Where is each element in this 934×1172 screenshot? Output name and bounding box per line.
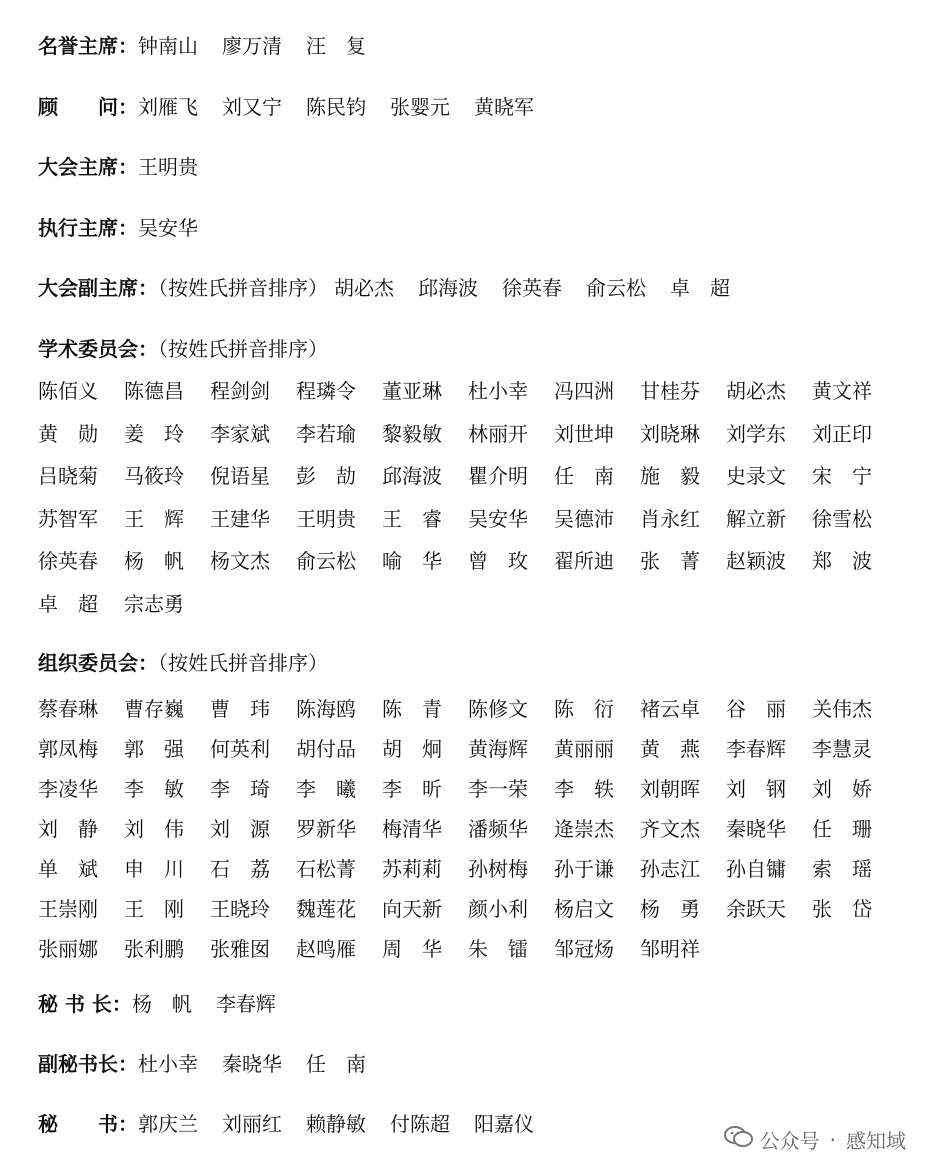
member-name: 董亚琳: [382, 379, 442, 403]
member-name: 申 川: [124, 857, 184, 881]
advisors-row: [38, 92, 914, 122]
member-name: 徐雪松: [812, 506, 872, 531]
person-name: 李春辉: [215, 992, 276, 1016]
member-name: 刘朝晖: [640, 777, 700, 801]
deputy-secretary-row: [38, 1049, 914, 1079]
member-name: 肖永红: [640, 506, 700, 531]
member-name: 刘 钢: [726, 777, 786, 801]
person-name: 陈民钧: [306, 95, 366, 119]
member-name: 杨文杰: [210, 549, 270, 573]
member-name: 余跃天: [726, 897, 786, 921]
member-name: 杨 帆: [124, 549, 184, 573]
member-name: 宋 宁: [812, 464, 872, 488]
person-name: 阳嘉仪: [474, 1112, 534, 1136]
watermark-dot: ·: [829, 1127, 836, 1152]
member-name: 翟所迪: [554, 549, 614, 573]
member-name: 姜 玲: [124, 421, 184, 446]
member-name: 瞿介明: [468, 464, 528, 488]
member-name: 刘 源: [210, 817, 270, 841]
academic-label: 学术委员会：: [38, 337, 158, 361]
member-name: 杨 勇: [640, 897, 700, 921]
member-name: 张利鹏: [124, 937, 184, 961]
member-name: 曹 玮: [210, 697, 270, 721]
member-name: 喻 华: [382, 549, 442, 573]
vice-chairs-label: 大会副主席：: [38, 276, 158, 300]
member-name: 关伟杰: [812, 697, 872, 721]
watermark-text-b: 感知域: [846, 1129, 906, 1153]
member-name: 史录文: [726, 464, 786, 488]
organizing-note: （按姓氏拼音排序）: [158, 651, 328, 675]
person-name: 廖万清: [222, 34, 282, 58]
member-name: 胡付品: [296, 737, 356, 761]
member-name: 李凌华: [38, 777, 98, 801]
member-name: 周 华: [382, 937, 442, 961]
member-name: 甘桂芬: [640, 379, 700, 403]
member-name: 张 岱: [812, 897, 872, 921]
member-name: 孙志江: [640, 857, 700, 881]
member-name: 郭凤梅: [38, 737, 98, 761]
secretaries-label: 秘 书：: [38, 1112, 138, 1136]
member-name: 李 昕: [382, 777, 442, 801]
member-name: 张 菁: [640, 549, 700, 573]
member-name: 宗志勇: [124, 591, 184, 616]
exec-chair-row: [38, 213, 914, 243]
member-name: 陈修文: [468, 697, 528, 721]
member-name: 陈 衍: [554, 697, 614, 721]
member-name: 王明贵: [296, 506, 356, 531]
member-name: 向天新: [382, 897, 442, 921]
person-name: 王明贵: [138, 155, 198, 179]
member-name: 程剑剑: [210, 379, 270, 403]
person-name: 俞云松: [586, 276, 646, 300]
secretary-general-label: 秘 书 长：: [38, 992, 132, 1016]
member-name: 李若瑜: [296, 421, 356, 446]
deputy-secretary-label: 副秘书长：: [38, 1052, 138, 1076]
member-name: 邹明祥: [640, 937, 700, 961]
person-name: 刘丽红: [222, 1112, 282, 1136]
member-name: 颜小利: [468, 897, 528, 921]
member-name: 李 琦: [210, 777, 270, 801]
chair-label: 大会主席：: [38, 155, 138, 179]
member-name: 苏莉莉: [382, 857, 442, 881]
member-name: 邱海波: [382, 464, 442, 488]
member-name: 吴德沛: [554, 506, 614, 531]
member-name: 胡 炯: [382, 737, 442, 761]
member-name: 李春辉: [726, 737, 786, 761]
member-name: 石松菁: [296, 857, 356, 881]
member-name: 刘 伟: [124, 817, 184, 841]
organizing-grid: [38, 694, 898, 974]
member-name: 苏智军: [38, 506, 98, 531]
watermark-text-a: 公众号: [759, 1129, 820, 1153]
member-name: 罗新华: [296, 817, 356, 841]
member-name: 赵鸣雁: [296, 937, 356, 961]
member-name: 单 斌: [38, 857, 98, 881]
member-name: 孙自镛: [726, 857, 786, 881]
person-name: 郭庆兰: [138, 1112, 198, 1136]
member-name: 蔡春琳: [38, 697, 98, 721]
member-name: 郭 强: [124, 737, 184, 761]
member-name: 胡必杰: [726, 379, 786, 403]
member-name: 魏莲花: [296, 897, 356, 921]
person-name: 刘又宁: [222, 95, 282, 119]
member-name: 刘正印: [812, 421, 872, 446]
member-name: 潘频华: [468, 817, 528, 841]
member-name: 马筱玲: [124, 464, 184, 488]
member-name: 郑 波: [812, 549, 872, 573]
person-name: 邱海波: [418, 276, 478, 300]
member-name: 李家斌: [210, 421, 270, 446]
watermark: [724, 1125, 906, 1154]
member-name: 任 珊: [812, 817, 872, 841]
honorary-row: [38, 31, 914, 61]
academic-grid: [38, 376, 898, 631]
member-name: 刘晓琳: [640, 421, 700, 446]
member-name: 齐文杰: [640, 817, 700, 841]
member-name: 张雅囡: [210, 937, 270, 961]
member-name: 石 荔: [210, 857, 270, 881]
person-name: 杜小幸: [138, 1052, 198, 1076]
member-name: 黄文祥: [812, 379, 872, 403]
member-name: 程璘令: [296, 379, 356, 403]
member-name: 陈海鸥: [296, 697, 356, 721]
member-name: 林丽开: [468, 421, 528, 446]
member-name: 李慧灵: [812, 737, 872, 761]
organizing-heading: [38, 648, 914, 678]
member-name: 吕晓菊: [38, 464, 98, 488]
member-name: 杜小幸: [468, 379, 528, 403]
exec-chair-label: 执行主席：: [38, 216, 138, 240]
person-name: 汪 复: [306, 34, 366, 58]
member-name: 逄崇杰: [554, 817, 614, 841]
member-name: 陈德昌: [124, 379, 184, 403]
member-name: 吴安华: [468, 506, 528, 531]
person-name: 张婴元: [390, 95, 450, 119]
member-name: 刘世坤: [554, 421, 614, 446]
member-name: 孙树梅: [468, 857, 528, 881]
vice-chairs-row: [38, 273, 914, 303]
academic-heading: [38, 334, 914, 364]
member-name: 李一荣: [468, 777, 528, 801]
person-name: 任 南: [306, 1052, 366, 1076]
chair-row: [38, 152, 914, 182]
person-name: 秦晓华: [222, 1052, 282, 1076]
person-name: 黄晓军: [474, 95, 534, 119]
member-name: 刘 静: [38, 817, 98, 841]
member-name: 解立新: [726, 506, 786, 531]
person-name: 杨 帆: [131, 992, 192, 1016]
member-name: 冯四洲: [554, 379, 614, 403]
member-name: 黄海辉: [468, 737, 528, 761]
person-name: 钟南山: [138, 34, 198, 58]
member-name: 王 刚: [124, 897, 184, 921]
member-name: 曾 玫: [468, 549, 528, 573]
member-name: 陈 青: [382, 697, 442, 721]
member-name: 谷 丽: [726, 697, 786, 721]
member-name: 朱 镭: [468, 937, 528, 961]
member-name: 李 曦: [296, 777, 356, 801]
member-name: 王 睿: [382, 506, 442, 531]
member-name: 王 辉: [124, 506, 184, 531]
member-name: 褚云卓: [640, 697, 700, 721]
member-name: 索 瑶: [812, 857, 872, 881]
member-name: 施 毅: [640, 464, 700, 488]
honorary-label: 名誉主席：: [38, 34, 138, 58]
member-name: 曹存巍: [124, 697, 184, 721]
member-name: 赵颖波: [726, 549, 786, 573]
member-name: 任 南: [554, 464, 614, 488]
member-name: 陈佰义: [38, 379, 98, 403]
member-name: 刘 娇: [812, 777, 872, 801]
person-name: 刘雁飞: [138, 95, 198, 119]
advisors-label: 顾 问：: [38, 95, 138, 119]
member-name: 何英利: [210, 737, 270, 761]
person-name: 卓 超: [670, 276, 730, 300]
member-name: 徐英春: [38, 549, 98, 573]
member-name: 杨启文: [554, 897, 614, 921]
member-name: 秦晓华: [726, 817, 786, 841]
member-name: 黄 勋: [38, 421, 98, 446]
wechat-icon: [724, 1125, 754, 1154]
member-name: 邹冠炀: [554, 937, 614, 961]
member-name: 张丽娜: [38, 937, 98, 961]
member-name: 黄丽丽: [554, 737, 614, 761]
person-name: 徐英春: [502, 276, 562, 300]
member-name: 李 轶: [554, 777, 614, 801]
member-name: 卓 超: [38, 591, 98, 616]
member-name: 李 敏: [124, 777, 184, 801]
member-name: 刘学东: [726, 421, 786, 446]
member-name: 孙于谦: [554, 857, 614, 881]
organizing-label: 组织委员会：: [38, 651, 158, 675]
vice-chairs-note: （按姓氏拼音排序）: [158, 276, 328, 300]
academic-note: （按姓氏拼音排序）: [158, 337, 328, 361]
member-name: 俞云松: [296, 549, 356, 573]
person-name: 胡必杰: [334, 276, 394, 300]
member-name: 王晓玲: [210, 897, 270, 921]
member-name: 王崇刚: [38, 897, 98, 921]
member-name: 梅清华: [382, 817, 442, 841]
member-name: 黄 燕: [640, 737, 700, 761]
member-name: 黎毅敏: [382, 421, 442, 446]
person-name: 吴安华: [138, 216, 198, 240]
member-name: 王建华: [210, 506, 270, 531]
member-name: 彭 劼: [296, 464, 356, 488]
secretary-general-row: [38, 989, 914, 1019]
member-name: 倪语星: [210, 464, 270, 488]
person-name: 付陈超: [390, 1112, 450, 1136]
person-name: 赖静敏: [306, 1112, 366, 1136]
